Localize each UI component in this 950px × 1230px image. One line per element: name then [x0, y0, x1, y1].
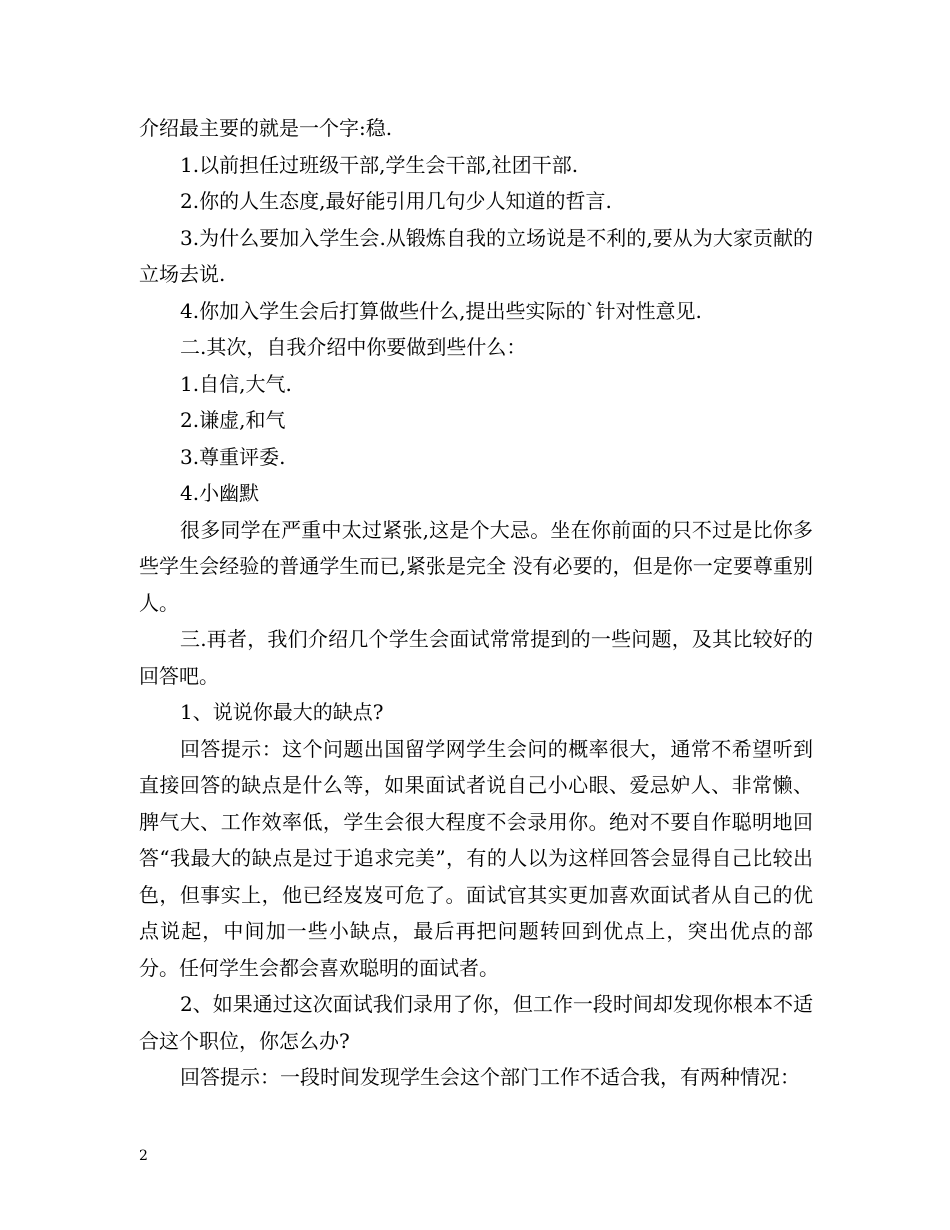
- question: 1、说说你最大的缺点?: [180, 700, 384, 724]
- paragraph: 1.以前担任过班级干部,学生会干部,社团干部.: [180, 152, 579, 177]
- page-number: 2: [139, 1148, 148, 1164]
- paragraph: 2.你的人生态度,最好能引用几句少人知道的哲言.: [180, 189, 612, 213]
- paragraph: 2.谦虚,和气: [180, 408, 286, 432]
- answer: 回答提示：这个问题出国留学网学生会问的概率很大，通常不希望听到直接回答的缺点是什么等，如果面试者说自己小心眼、爱忌妒人、非常懒、脾气大、工作效率低，学生会很大程度不会录用你。绝对不要自作聪明地回答“我最大的缺点是过于追求完美”，有的人以为这样回答会显得自己比较出色，但事实上，他已经岌岌可危了。面试官其实更加喜欢面试者从自己的优点说起，中间加一些小缺点，最后再把问题转回到优点上，突出优点的部分。任何学生会都会喜欢聪明的面试者。: [139, 736, 813, 980]
- paragraph: 3.为什么要加入学生会.从锻炼自我的立场说是不利的,要从为大家贡献的立场去说.: [139, 225, 813, 286]
- paragraph: 很多同学在严重中太过紧张,这是个大忌。坐在你前面的只不过是比你多些学生会经验的普通学生而已,紧张是完全 没有必要的，但是你一定要尊重别人。: [139, 517, 813, 615]
- section-heading: 三.再者，我们介绍几个学生会面试常常提到的一些问题，及其比较好的回答吧。: [139, 627, 813, 688]
- document-body: [139, 110, 813, 1096]
- paragraph: 4.小幽默: [180, 481, 260, 505]
- paragraph: 1.自信,大气.: [180, 371, 292, 396]
- paragraph: 介绍最主要的就是一个字:稳.: [139, 116, 393, 140]
- question: 2、如果通过这次面试我们录用了你，但工作一段时间却发现你根本不适合这个职位，你怎么办?: [139, 992, 813, 1053]
- answer: 回答提示：一段时间发现学生会这个部门工作不适合我，有两种情况：: [180, 1065, 800, 1089]
- section-heading: 二.其次，自我介绍中你要做到些什么：: [180, 335, 527, 359]
- paragraph: 4.你加入学生会后打算做些什么,提出些实际的`针对性意见.: [180, 298, 702, 323]
- paragraph: 3.尊重评委.: [180, 444, 286, 469]
